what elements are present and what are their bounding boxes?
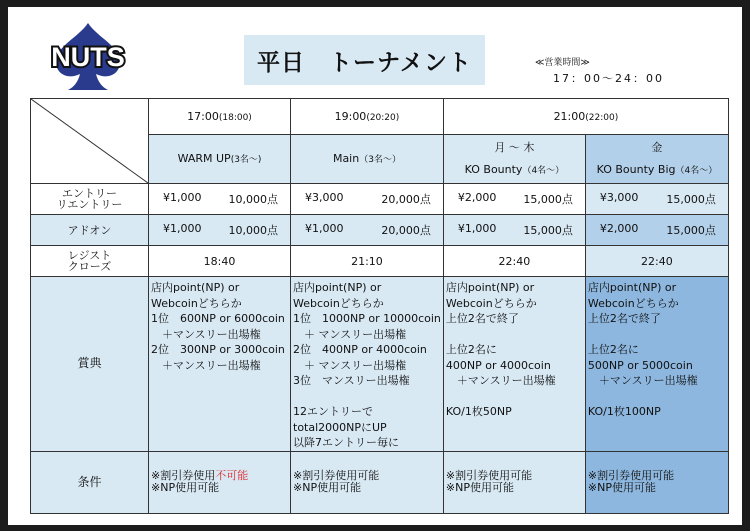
business-hours-value: 17：00〜24：00 — [553, 72, 664, 85]
regclose-label: レジスト クローズ — [31, 246, 149, 277]
prize-col3: 店内point(NP) or Webcoinどちらか 上位2名で終了 上位2名に 400NP or 4000coin ＋マンスリー出場権 KO/1枚50NP — [443, 277, 585, 452]
start-time-col1: 17:00(18:00) — [149, 99, 291, 135]
event-ko-bounty-big: 金 KO Bounty Big（4名〜） — [585, 135, 728, 184]
logo-text: NUTS — [51, 42, 125, 72]
entry-col3: ¥2,000 15,000点 — [443, 184, 585, 215]
corner-cell — [31, 99, 149, 184]
spade-icon — [38, 20, 138, 92]
condition-col1: ※割引券使用不可能 ※NP使用可能 — [149, 451, 291, 513]
condition-col2: ※割引券使用可能 ※NP使用可能 — [291, 451, 444, 513]
regclose-col3: 22:40 — [443, 246, 585, 277]
regclose-col2: 21:10 — [291, 246, 444, 277]
condition-row — [31, 451, 729, 513]
condition-col4: ※割引券使用可能 ※NP使用可能 — [585, 451, 728, 513]
condition-label: 条件 — [31, 451, 149, 513]
event-main: Main（3名〜） — [291, 135, 444, 184]
time-row — [31, 99, 729, 135]
condition-col3: ※割引券使用可能 ※NP使用可能 — [443, 451, 585, 513]
prize-row — [31, 277, 729, 452]
entry-col1: ¥1,000 10,000点 — [149, 184, 291, 215]
addon-row — [31, 215, 729, 246]
regclose-row — [31, 246, 729, 277]
entry-col2: ¥3,000 20,000点 — [291, 184, 444, 215]
nuts-logo — [38, 20, 138, 92]
prize-label: 賞典 — [31, 277, 149, 452]
entry-col4: ¥3,000 15,000点 — [585, 184, 728, 215]
addon-label: アドオン — [31, 215, 149, 246]
tournament-table — [30, 98, 729, 514]
addon-col4: ¥2,000 15,000点 — [585, 215, 728, 246]
start-time-col2: 19:00(20:20) — [291, 99, 444, 135]
addon-col2: ¥1,000 20,000点 — [291, 215, 444, 246]
business-hours-label: ≪営業時間≫ — [535, 58, 590, 68]
event-ko-bounty: 月 〜 木 KO Bounty（4名〜） — [443, 135, 585, 184]
event-warm-up: WARM UP(3名〜) — [149, 135, 291, 184]
entry-row — [31, 184, 729, 215]
regclose-col1: 18:40 — [149, 246, 291, 277]
schedule-sheet — [8, 7, 742, 525]
regclose-col4: 22:40 — [585, 246, 728, 277]
prize-col1: 店内point(NP) or Webcoinどちらか 1位 600NP or 6000coin ＋マンスリー出場権 2位 300NP or 3000coin ＋マンスリー出場権 — [149, 277, 291, 452]
addon-col1: ¥1,000 10,000点 — [149, 215, 291, 246]
prize-col4: 店内point(NP) or Webcoinどちらか 上位2名で終了 上位2名に 500NP or 5000coin ＋マンスリー出場権 KO/1枚100NP — [585, 277, 728, 452]
page-title: 平日 トーナメント — [244, 35, 485, 85]
start-time-col3: 21:00(22:00) — [443, 99, 728, 135]
entry-label: エントリー リエントリー — [31, 184, 149, 215]
addon-col3: ¥1,000 15,000点 — [443, 215, 585, 246]
prize-col2: 店内point(NP) or Webcoinどちらか 1位 1000NP or 10000coin ＋ マンスリー出場権 2位 400NP or 4000coin ＋ マンスリー出場権 3位 マンスリー出場権 12エントリーで total2000NPにUP 以降7エントリー毎に — [291, 277, 444, 452]
